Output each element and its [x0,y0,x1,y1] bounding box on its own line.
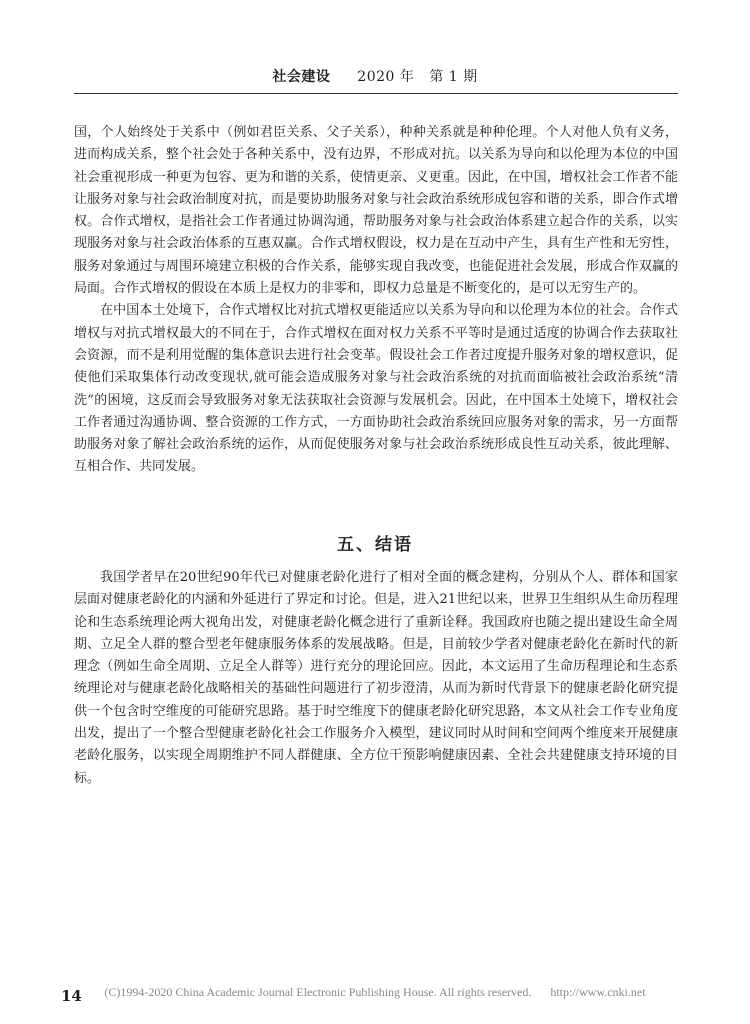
copyright-notice: (C)1994-2020 China Academic Journal Electronic Publishing House. All rights reserved. [104,985,532,999]
body-paragraph-2: 在中国本土处境下，合作式增权比对抗式增权更能适应以关系为导向和以伦理为本位的社会。合作式增权与对抗式增权最大的不同在于，合作式增权在面对权力关系不平等时是通过适度的协调合作去获取社会资源，而不是利用觉醒的集体意识去进行社会变革。假设社会工作者过度提升服务对象的增权意识，促使他们采取集体行动改变现状,就可能会造成服务对象与社会政治系统的对抗而面临被社会政治系统“清洗”的困境，这反而会导致服务对象无法获取社会资源与发展机会。因此，在中国本土处境下，增权社会工作者通过沟通协调、整合资源的工作方式，一方面协助社会政治系统回应服务对象的需求，另一方面帮助服务对象了解社会政治系统的运作，从而促使服务对象与社会政治系统形成良性互动关系，彼此理解、互相合作、共同发展。 [74,303,678,475]
header-rule [74,93,678,94]
footer-url[interactable]: http://www.cnki.net [550,985,646,999]
publication-year: 2020 年 [357,69,415,85]
conclusion-section [74,567,678,790]
page-number: 14 [61,987,82,1005]
conclusion-paragraph: 我国学者早在20世纪90年代已对健康老龄化进行了相对全面的概念建构，分别从个人、群体和国家层面对健康老龄化的内涵和外延进行了界定和讨论。但是，进入21世纪以来，世界卫生组织从生命历程理论和生态系统理论两大视角出发，对健康老龄化概念进行了重新诠释。我国政府也随之提出建设生命全周期、立足全人群的整合型老年健康服务体系的发展战略。但是，目前较少学者对健康老龄化在新时代的新理念（例如生命全周期、立足全人群等）进行充分的理论回应。因此，本文运用了生命历程理论和生态系统理论对与健康老龄化战略相关的基础性问题进行了初步澄清，从而为新时代背景下的健康老龄化研究提供一个包含时空维度的可能研究思路。基于时空维度下的健康老龄化研究思路，本文从社会工作专业角度出发，提出了一个整合型健康老龄化社会工作服务介入模型，建议同时从时间和空间两个维度来开展健康老龄化服务，以实现全周期维护不同人群健康、全方位干预影响健康因素、全社会共建健康支持环境的目标。 [74,570,678,786]
journal-name: 社会建设 [272,69,331,85]
footer [0,985,750,1000]
running-header [0,66,750,86]
issue-number: 第 1 期 [429,69,478,85]
body-text [74,122,678,479]
body-paragraph-1: 国，个人始终处于关系中（例如君臣关系、父子关系），种种关系就是种种伦理。个人对他人负有义务，进而构成关系，整个社会处于各种关系中，没有边界，不形成对抗。以关系为导向和以伦理为本位的中国社会重视形成一种更为包容、更为和谐的关系，使情更亲、义更重。因此，在中国，增权社会工作者不能让服务对象与社会政治制度对抗，而是要协助服务对象与社会政治系统形成包容和谐的关系，即合作式增权。合作式增权，是指社会工作者通过协调沟通，帮助服务对象与社会政治体系建立起合作的关系，以实现服务对象与社会政治体系的互惠双赢。合作式增权假设，权力是在互动中产生，具有生产性和无穷性，服务对象通过与周围环境建立积极的合作关系，能够实现自我改变，也能促进社会发展，形成合作双赢的局面。合作式增权的假设在本质上是权力的非零和，即权力总量是不断变化的，是可以无穷生产的。 [74,125,678,297]
section-heading: 五、结语 [337,535,413,555]
